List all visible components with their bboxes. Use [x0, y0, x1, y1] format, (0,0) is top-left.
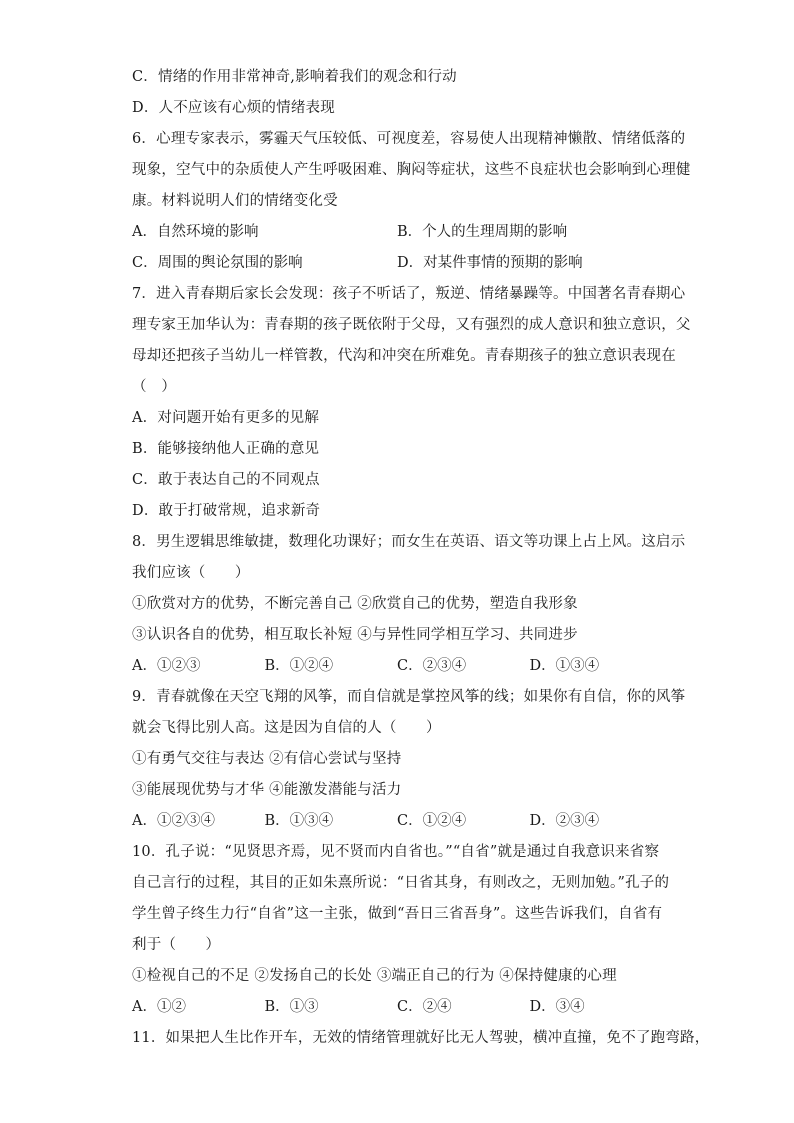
q10-option-c: C．②④: [397, 999, 452, 1015]
q5-option-c: C．情绪的作用非常神奇,影响着我们的观念和行动: [132, 69, 457, 85]
q8-option-a: A．①②③: [132, 658, 201, 674]
q8-option-d: D．①③④: [529, 658, 600, 674]
q10-stem-line-2: 自己言行的过程，其目的正如朱熹所说：“日省其身，有则改之，无则加勉。”孔子的: [132, 875, 670, 891]
q10-stem-line-3: 学生曾子终生力行“自省”这一主张，做到“吾日三省吾身”。这些告诉我们，自省有: [132, 906, 663, 922]
q8-stem-line-1: 8．男生逻辑思维敏捷，数理化功课好；而女生在英语、语文等功课上占上风。这启示: [132, 534, 686, 550]
q9-stem-line-1: 9．青春就像在天空飞翔的风筝，而自信就是掌控风筝的线；如果你有自信，你的风筝: [132, 689, 686, 705]
q6-options-row-1: [132, 217, 662, 248]
q7-stem-line-4: （ ）: [132, 379, 177, 395]
q9-option-b: B．①③④: [264, 813, 334, 829]
q9-option-a: A．①②③④: [132, 813, 215, 829]
q10-stem-line-1: 10．孔子说：“见贤思齐焉，见不贤而内自省也。”“自省”就是通过自我意识来省察: [132, 844, 660, 860]
q5-option-d: D．人不应该有心烦的情绪表现: [132, 100, 335, 116]
q7-stem-line-3: 母却还把孩子当幼儿一样管教，代沟和冲突在所难免。青春期孩子的独立意识表现在: [132, 348, 676, 364]
q10-option-a: A．①②: [132, 999, 186, 1015]
q6-stem-line-3: 康。材料说明人们的情绪变化受: [132, 193, 338, 209]
q7-option-c: C．敢于表达自己的不同观点: [132, 472, 320, 488]
q6-option-a: A．自然环境的影响: [132, 224, 259, 240]
q7-stem-line-2: 理专家王加华认为：青春期的孩子既依附于父母，又有强烈的成人意识和独立意识，父: [132, 317, 691, 333]
q6-stem-line-1: 6．心理专家表示，雾霾天气压较低、可视度差，容易使人出现精神懒散、情绪低落的: [132, 131, 686, 147]
q10-stem-line-4: 利于（ ）: [132, 937, 221, 953]
q10-option-d: D．③④: [529, 999, 585, 1015]
q7-option-d: D．敢于打破常规，追求新奇: [132, 503, 321, 519]
document-page: [132, 62, 710, 1054]
q9-statements-1: ①有勇气交往与表达 ②有信心尝试与坚持: [132, 751, 402, 767]
q6-options-row-2: [132, 248, 662, 279]
q7-stem-line-1: 7．进入青春期后家长会发现：孩子不听话了，叛逆、情绪暴躁等。中国著名青春期心: [132, 286, 686, 302]
q10-statements: ①检视自己的不足 ②发扬自己的长处 ③端正自己的行为 ④保持健康的心理: [132, 968, 617, 984]
q6-option-d: D．对某件事情的预期的影响: [397, 255, 583, 271]
q8-stem-line-2: 我们应该（ ）: [132, 565, 250, 581]
q7-option-a: A．对问题开始有更多的见解: [132, 410, 320, 426]
q8-option-b: B．①②④: [264, 658, 334, 674]
q11-stem-line-1: 11．如果把人生比作开车，无效的情绪管理就好比无人驾驶，横冲直撞，免不了跑弯路，: [132, 1030, 710, 1046]
q7-option-b: B．能够接纳他人正确的意见: [132, 441, 320, 457]
q8-options: [132, 651, 662, 682]
q9-stem-line-2: 就会飞得比别人高。这是因为自信的人（ ）: [132, 720, 441, 736]
q9-statements-2: ③能展现优势与才华 ④能激发潜能与活力: [132, 782, 402, 798]
q9-options: [132, 806, 662, 837]
q10-options: [132, 992, 662, 1023]
q9-option-d: D．②③④: [529, 813, 600, 829]
q9-option-c: C．①②④: [397, 813, 467, 829]
q6-stem-line-2: 现象，空气中的杂质使人产生呼吸困难、胸闷等症状，这些不良症状也会影响到心理健: [132, 162, 691, 178]
q6-option-c: C．周围的舆论氛围的影响: [132, 255, 303, 271]
q8-option-c: C．②③④: [397, 658, 467, 674]
q8-statements-1: ①欣赏对方的优势，不断完善自己 ②欣赏自己的优势，塑造自我形象: [132, 596, 578, 612]
q10-option-b: B．①③: [264, 999, 319, 1015]
q6-option-b: B．个人的生理周期的影响: [397, 224, 568, 240]
q8-statements-2: ③认识各自的优势，相互取长补短 ④与异性同学相互学习、共同进步: [132, 627, 578, 643]
